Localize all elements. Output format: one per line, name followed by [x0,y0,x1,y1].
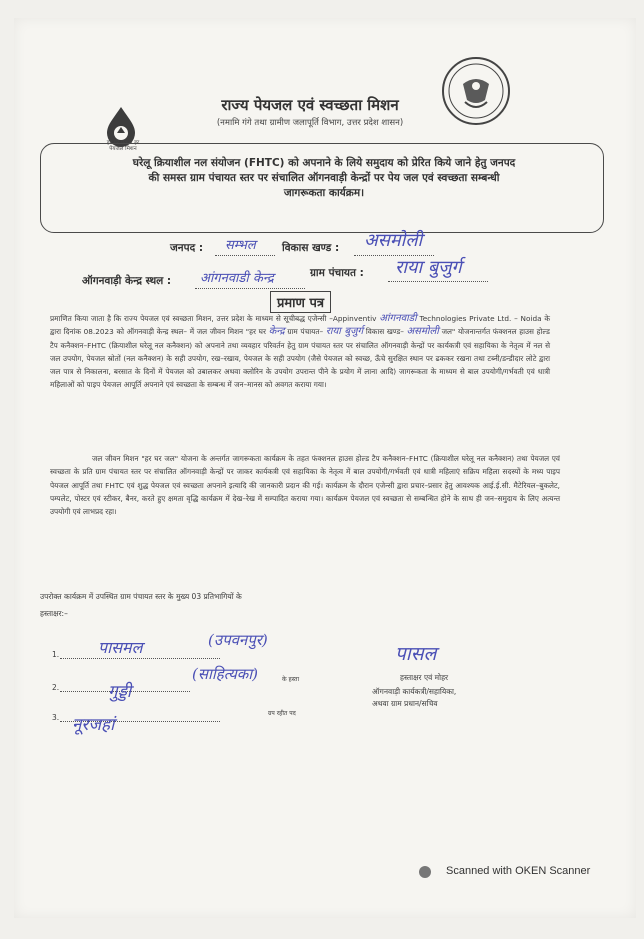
participant-2-role: (साहित्यका) [192,665,259,683]
header-title: राज्य पेयजल एवं स्वच्छता मिशन [221,96,399,114]
centre-dotline [195,288,305,289]
participant-number-3: 3. [52,713,60,722]
participant-1-line [60,658,220,659]
logo-caption: हर घर प्रयास हर पेयजल मिशन [106,140,140,152]
panchayat-dotline [388,281,488,282]
participant-note-2: ग्रप रहीत पद [268,710,296,717]
signatory-line-1: हस्ताक्षर एवं मोहर [400,673,449,682]
participant-number-1: 1. [52,650,60,659]
participant-number-2: 2. [52,683,60,692]
participant-3-signature: नूरजहां [72,715,115,735]
header-subtitle: (नमामि गंगे तथा ग्रामीण जलापूर्ति विभाग, उत्तर प्रदेश शासन) [216,118,404,128]
p1-part-b: Technologies Private Ltd. – Noida के द्वारा दिनांक [50,314,550,337]
p1-handwritten-2: केन्द्र [268,326,285,338]
participant-1-role: (उपवनपुर) [208,631,268,649]
program-line-2: की समस्त ग्राम पंचायत स्तर पर संचालित ऑगनवाड़ी केन्द्रों पर पेय जल एवं स्वच्छता सम्बन्धी [148,172,500,184]
certificate-title: प्रमाण पत्र [270,291,331,313]
signatory-line-3: अथवा ग्राम प्रधान/सचिव [372,699,438,708]
certificate-paragraph-2: जल जीवन मिशन "हर घर जल" योजना के अन्तर्गत जागरूकता कार्यक्रम के तहत फंक्शनल हाउस होल्ड टैप कनैक्शन–FHTC (क्रियाशील घरेलू नल कनैक्शन) तथा पेयजल एवं स्वच्छता के प्रति ग्राम पंचायत स्तर पर संचालित ऑगनवाड़ी केन्द्रों पर जाकर कार्यकत्री एवं सहायिका के नेतृत्व में बाल उपयोगी/गर्भवती एवं धात्री महिलाएं सक्रिय महिला सदस्यों के मध्य पाइप पेयजल आपूर्ति तथा FHTC एवं शुद्ध पेयजल एवं स्वच्छता अपनाने इत्यादि की जानकारी प्रदान की गई। कार्यक्रम के दौरान एजेन्सी द्वारा प्रचार–प्रसार हेतु आवश्यक आई.ई.सी. मैटेरियल–बुकलेट, पम्पलेट, पोस्टर एवं स्टीकर, बैनर, करते हुए क्षमता वृद्धि कार्यक्रम में देख–रेख में सम्पादित कराया गया। कार्यक्रम पेयजल एवं स्वच्छता से सम्बन्धित होने के साथ ही जन–समुदाय के लिए अत्यन्त उपयोगी एवं लाभप्रद रहा। [50,454,560,517]
block-label: विकास खण्ड : [282,242,340,254]
participant-1-signature: पासमल [98,638,143,657]
certificate-paragraph-1 [50,312,550,392]
p1-part-g: जल" योजनान्तर्गत फंक्शनल हाउस होल्ड टैप कनैक्शन–FHTC (क्रियाशील घरेलू नल कनैक्शन) को अपनाने तथा व्यवहार परिवर्तन हेतु ग्राम पंचायत स्तर पर संचालित ऑगनवाड़ी केन्द्रों पर कार्यकत्री एवं सहायिका के नेतृत्व में नल से जल उपयोग, पेयजल स्रोतों (नल कनैक्शन) के सही उपयोग, रख–रखाव, पेयजल के सही उपयोग (जैसे पेयजल को स्वच्छ, ऊँचे सुरक्षित स्थान पर ढककर रखना तथा टब्नी/डन्डीदार लोटे द्वारा जल पात्र से निकालना, बरसात के दिनों में पेयजल को उबालकर अथवा क्लोरिन के उपयोग उपरान्त पीने के प्रयोग में लाना आदि) जागरूकता के माध्यम से बाल उपयोगी/गर्भवती एवं धात्री महिलाओं को पाइप पेयजल आपूर्ति अपनाने एवं स्वच्छता के सम्बन्ध में जन–मानस को अवगत कराया गया। [50,327,550,390]
program-line-1: घरेलू क्रियाशील नल संयोजन (FHTC) को अपनाने के लिये समुदाय को प्रेरित किये जाने हेतु जनपद [132,157,516,169]
p1-handwritten-1: आंगनवाडी [379,313,417,324]
panchayat-value: राया बुजुर्ग [395,257,462,278]
participants-intro-1: उपरोक्त कार्यक्रम में उपस्थित ग्राम पंचायत स्तर के मुख्य 03 प्रतिभागियों के [40,592,242,601]
p1-date: 08.2023 [83,327,114,337]
district-dotline [215,255,275,256]
signatory-signature: पासल [395,643,437,665]
centre-label: ऑगनवाड़ी केन्द्र स्थल : [82,275,172,287]
participant-2-signature: गुड्डी [108,682,132,702]
p1-part-a: प्रमाणित किया जाता है कि राज्य पेयजल एवं स्वच्छता मिशन, उत्तर प्रदेश के माध्यम से सूचीबद्ध एजेन्सी –Appinventiv [50,314,377,323]
p1-part-e: ग्राम पंचायत– [287,327,324,337]
district-value: सम्भल [225,238,256,253]
p1-handwritten-3: राया बुजुर्ग [325,326,364,338]
p1-part-f: विकास खण्ड– [365,327,404,337]
up-emblem-icon [441,56,511,126]
participants-intro-2: हस्ताक्षर:– [40,609,68,618]
centre-value: आंगनवाडी केन्द्र [200,271,274,286]
p1-handwritten-4: असमोली [406,326,439,338]
program-title-text [64,156,584,201]
program-line-3: जागरूकता कार्यक्रम। [283,187,365,199]
panchayat-label: ग्राम पंचायत : [310,267,364,279]
district-label: जनपद : [170,242,204,254]
participant-note-1: के हस्ता [282,676,300,683]
scanner-watermark: Scanned with OKEN Scanner [446,865,591,877]
p1-part-d: में जल जीवन मिशन "हर घर [189,327,266,337]
block-value: असमोली [364,230,423,251]
p1-part-c: को ऑगनवाड़ी केन्द्र स्थल– [116,327,188,337]
scanner-logo-icon [419,866,431,878]
signatory-line-2: ऑगनवाड़ी कार्यकत्री/सहायिका, [372,687,457,696]
